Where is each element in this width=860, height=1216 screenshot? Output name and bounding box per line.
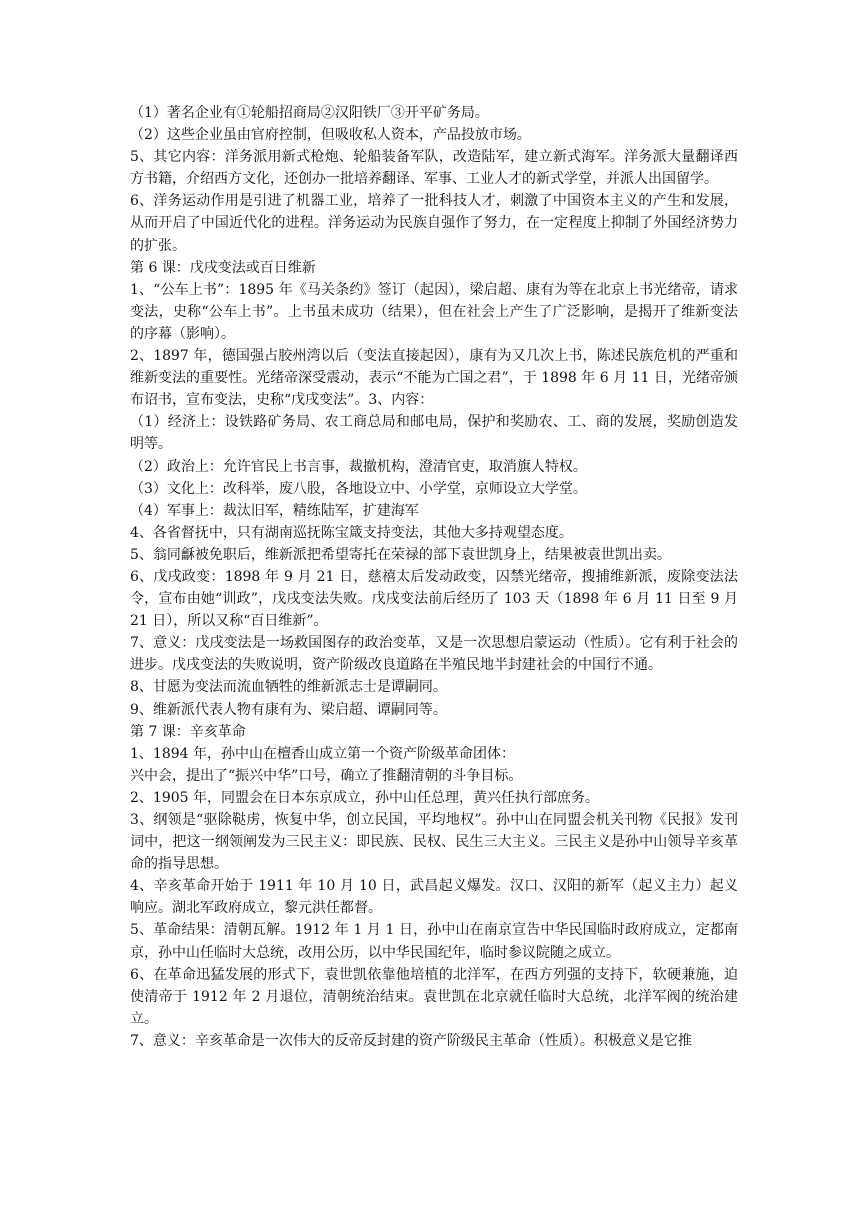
paragraph: 3、纲领是“驱除鞑虏，恢复中华，创立民国，平均地权”。孙中山在同盟会机关刊物《民报》发刊词中，把这一纲领阐发为三民主义：即民族、民权、民生三大主义。三民主义是孙中山领导辛亥革命的指导思想。 bbox=[130, 812, 738, 873]
paragraph: （2）政治上：允许官民上书言事，裁撤机构，澄清官吏，取消旗人特权。 bbox=[130, 458, 587, 475]
paragraph: （3）文化上：改科举，废八股，各地设立中、小学堂，京师设立大学堂。 bbox=[130, 480, 587, 497]
paragraph: （1）著名企业有①轮船招商局②汉阳铁厂③开平矿务局。 bbox=[130, 105, 489, 121]
paragraph: 2、1905 年，同盟会在日本东京成立，孙中山任总理，黄兴任执行部庶务。 bbox=[130, 789, 599, 806]
paragraph: 1、“公车上书”：1895 年《马关条约》签订（起因），梁启超、康有为等在北京上书光绪帝，请求变法，史称“公车上书”。上书虽未成功（结果），但在社会上产生了广泛影响，是揭开了维新变法的序幕（影响）。 bbox=[130, 281, 738, 342]
paragraph: 5、翁同龢被免职后，维新派把希望寄托在荣禄的部下袁世凯身上，结果被袁世凯出卖。 bbox=[130, 546, 671, 563]
paragraph: 兴中会，提出了“振兴中华”口号，确立了推翻清朝的斗争目标。 bbox=[130, 767, 523, 784]
document-body bbox=[130, 102, 738, 1052]
paragraph: （2）这些企业虽由官府控制，但吸收私人资本，产品投放市场。 bbox=[130, 127, 531, 144]
section-heading: 第 6 课：戊戌变法或百日维新 bbox=[130, 259, 316, 276]
paragraph: 6、在革命迅猛发展的形式下，袁世凯依靠他培植的北洋军，在西方列强的支持下，软硬兼施，迫使清帝于 1912 年 2 月退位，清朝统治结束。袁世凯在北京就任临时大总统，北洋军阀的统治建立。 bbox=[130, 966, 738, 1027]
paragraph: 2、1897 年，德国强占胶州湾以后（变法直接起因），康有为又几次上书，陈述民族危机的严重和维新变法的重要性。光绪帝深受震动，表示“不能为亡国之君”，于 1898 年 6 月 11 日，光绪帝颁布诏书，宣布变法，史称“戊戌变法”。3、内容： bbox=[130, 348, 738, 409]
paragraph: 5、其它内容：洋务派用新式枪炮、轮船装备军队，改造陆军，建立新式海军。洋务派大量翻译西方书籍，介绍西方文化，还创办一批培养翻译、军事、工业人才的新式学堂，并派人出国留学。 bbox=[130, 149, 738, 188]
paragraph: （4）军事上：裁汰旧军，精练陆军，扩建海军 bbox=[130, 502, 419, 519]
paragraph: 8、甘愿为变法而流血牺牲的维新派志士是谭嗣同。 bbox=[130, 679, 447, 696]
paragraph: 4、辛亥革命开始于 1911 年 10 月 10 日，武昌起义爆发。汉口、汉阳的新军（起义主力）起义响应。湖北军政府成立，黎元洪任都督。 bbox=[130, 878, 738, 917]
paragraph: （1）经济上：设铁路矿务局、农工商总局和邮电局，保护和奖励农、工、商的发展，奖励创造发明等。 bbox=[130, 414, 738, 453]
paragraph: 7、意义：辛亥革命是一次伟大的反帝反封建的资产阶级民主革命（性质）。积极意义是它推 bbox=[130, 1032, 692, 1049]
section-heading: 第 7 课：辛亥革命 bbox=[130, 723, 246, 740]
paragraph: 9、维新派代表人物有康有为、梁启超、谭嗣同等。 bbox=[130, 701, 447, 718]
paragraph: 6、洋务运动作用是引进了机器工业，培养了一批科技人才，刺激了中国资本主义的产生和发展，从而开启了中国近代化的进程。洋务运动为民族自强作了努力，在一定程度上抑制了外国经济势力的扩张。 bbox=[130, 193, 738, 254]
paragraph: 5、革命结果：清朝瓦解。1912 年 1 月 1 日，孙中山在南京宣告中华民国临时政府成立，定都南京，孙中山任临时大总统，改用公历，以中华民国纪年，临时参议院随之成立。 bbox=[130, 922, 738, 961]
paragraph: 6、戊戌政变：1898 年 9 月 21 日，慈禧太后发动政变，囚禁光绪帝，搜捕维新派，废除变法法令，宣布由她“训政”，戊戌变法失败。戊戌变法前后经历了 103 天（1898 年 6 月 11 日至 9 月 21 日），所以又称“百日维新”。 bbox=[130, 568, 738, 630]
paragraph: 7、意义：戊戌变法是一场救国图存的政治变革，又是一次思想启蒙运动（性质）。它有利于社会的进步。戊戌变法的失败说明，资产阶级改良道路在半殖民地半封建社会的中国行不通。 bbox=[130, 635, 738, 674]
paragraph: 4、各省督抚中，只有湖南巡抚陈宝箴支持变法，其他大多持观望态度。 bbox=[130, 524, 573, 541]
paragraph: 1、1894 年，孙中山在檀香山成立第一个资产阶级革命团体： bbox=[130, 745, 515, 762]
